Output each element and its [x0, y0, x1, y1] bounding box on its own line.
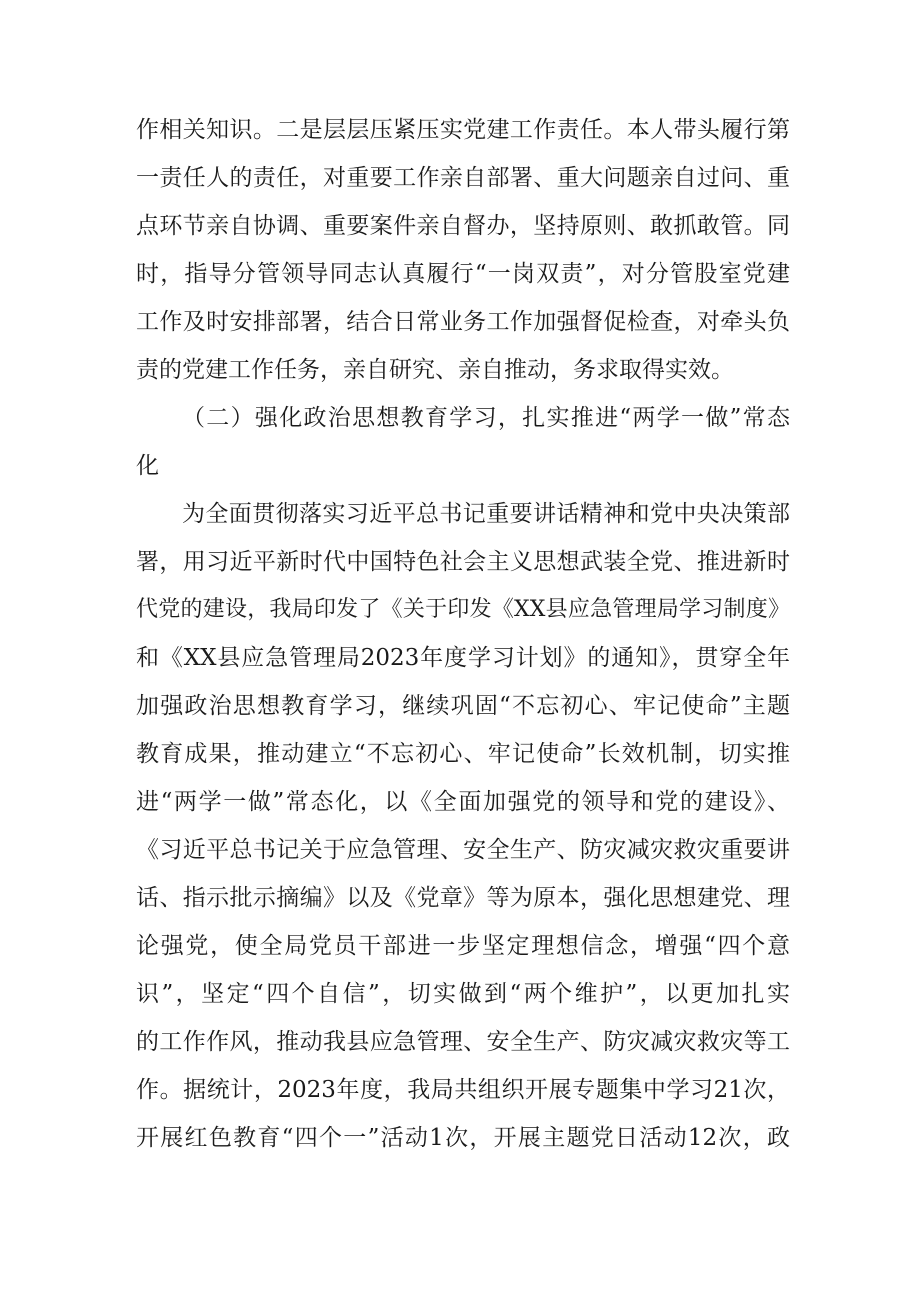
- text-line: 时，指导分管领导同志认真履行“一岗双责”，对分管股室党建: [136, 261, 790, 287]
- text-line: 代党的建设，我局印发了《关于印发《XX县应急管理局学习制度》: [136, 597, 790, 622]
- text-line: 作相关知识。二是层层压紧压实党建工作责任。本人带头履行第: [136, 117, 790, 143]
- text-line: 《习近平总书记关于应急管理、安全生产、防灾减灾救灾重要讲: [136, 837, 790, 863]
- text-line: 工作及时安排部署，结合日常业务工作加强督促检查，对牵头负: [136, 309, 790, 335]
- body-text: [136, 106, 790, 1162]
- text-line: 加强政治思想教育学习，继续巩固“不忘初心、牢记使命”主题: [136, 693, 790, 719]
- text-line: 和《XX县应急管理局2023年度学习计划》的通知》，贯穿全年: [136, 645, 790, 671]
- text-line: 论强党，使全局党员干部进一步坚定理想信念，增强“四个意: [136, 933, 790, 959]
- text-line: 一责任人的责任，对重要工作亲自部署、重大问题亲自过问、重: [136, 165, 790, 191]
- text-line: 的工作作风，推动我县应急管理、安全生产、防灾减灾救灾等工: [136, 1029, 790, 1055]
- text-line: 教育成果，推动建立“不忘初心、牢记使命”长效机制，切实推: [136, 741, 790, 767]
- text-line: 话、指示批示摘编》以及《党章》等为原本，强化思想建党、理: [136, 885, 790, 911]
- section-heading-line: 化: [136, 453, 159, 479]
- text-line: 作。据统计，2023年度，我局共组织开展专题集中学习21次，: [136, 1077, 790, 1103]
- text-line: 责的党建工作任务，亲自研究、亲自推动，务求取得实效。: [136, 357, 734, 383]
- text-line: 进“两学一做”常态化，以《全面加强党的领导和党的建设》、: [136, 789, 790, 815]
- section-heading-line: （二）强化政治思想教育学习，扎实推进“两学一做”常态: [182, 405, 790, 431]
- text-line: 识”，坚定“四个自信”，切实做到“两个维护”，以更加扎实: [136, 981, 790, 1007]
- text-line: 为全面贯彻落实习近平总书记重要讲话精神和党中央决策部: [182, 501, 790, 527]
- text-line: 开展红色教育“四个一”活动1次，开展主题党日活动12次，政: [136, 1125, 790, 1151]
- text-line: 署，用习近平新时代中国特色社会主义思想武装全党、推进新时: [136, 549, 790, 575]
- text-line: 点环节亲自协调、重要案件亲自督办，坚持原则、敢抓敢管。同: [136, 213, 790, 239]
